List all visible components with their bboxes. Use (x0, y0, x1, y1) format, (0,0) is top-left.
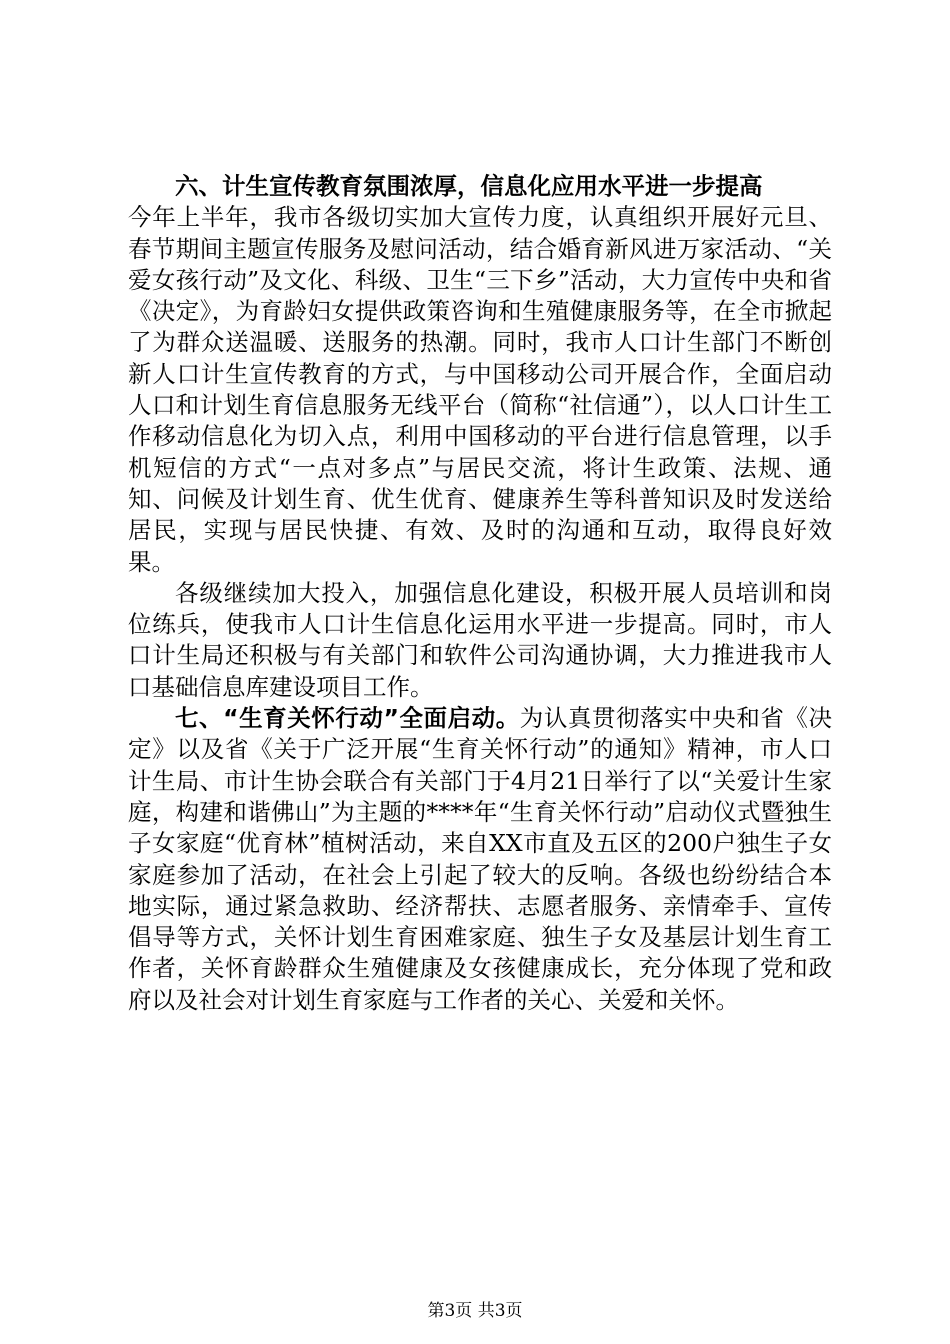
section-6-heading: 六、计生宣传教育氛围浓厚，信息化应用水平进一步提高 (175, 172, 763, 200)
section-7-heading: 七、“生育关怀行动”全面启动。 (175, 704, 520, 733)
section-6-paragraph-2: 各级继续加大投入，加强信息化建设，积极开展人员培训和岗位练兵，使我市人口计生信息化运用水平进一步提高。同时，市人口计生局还积极与有关部门和软件公司沟通协调，大力推进我市人口基础信息库建设项目工作。 (128, 578, 832, 701)
section-7-body: 为认真贯彻落实中央和省《决定》以及省《关于广泛开展“生育关怀行动”的通知》精神，市人口计生局、市计生协会联合有关部门于4月21日举行了以“关爱计生家庭，构建和谐佛山”为主题的****年“生育关怀行动”启动仪式暨独生子女家庭“优育林”植树活动，来自XX市直及五区的200户独生子女家庭参加了活动，在社会上引起了较大的反响。各级也纷纷结合本地实际，通过紧急救助、经济帮扶、志愿者服务、亲情牵手、宣传倡导等方式，关怀计划生育困难家庭、独生子女及基层计划生育工作者，关怀育龄群众生殖健康及女孩健康成长，充分体现了党和政府以及社会对计划生育家庭与工作者的关心、关爱和关怀。 (128, 704, 833, 1014)
section-6-paragraph-1: 今年上半年，我市各级切实加大宣传力度，认真组织开展好元旦、春节期间主题宣传服务及慰问活动，结合婚育新风进万家活动、“关爱女孩行动”及文化、科级、卫生“三下乡”活动，大力宣传中央和省《决定》，为育龄妇女提供政策咨询和生殖健康服务等，在全市掀起了为群众送温暖、送服务的热潮。同时，我市人口计生部门不断创新人口计生宣传教育的方式，与中国移动公司开展合作，全面启动人口和计划生育信息服务无线平台（简称“社信通”），以人口计生工作移动信息化为切入点，利用中国移动的平台进行信息管理，以手机短信的方式“一点对多点”与居民交流，将计生政策、法规、通知、问候及计划生育、优生优育、健康养生等科普知识及时发送给居民，实现与居民快捷、有效、及时的沟通和互动，取得良好效果。 (128, 203, 832, 576)
page-footer: 第3页 共3页 (427, 1301, 523, 1321)
document-body (128, 171, 832, 1016)
section-7-paragraph (128, 703, 832, 1016)
